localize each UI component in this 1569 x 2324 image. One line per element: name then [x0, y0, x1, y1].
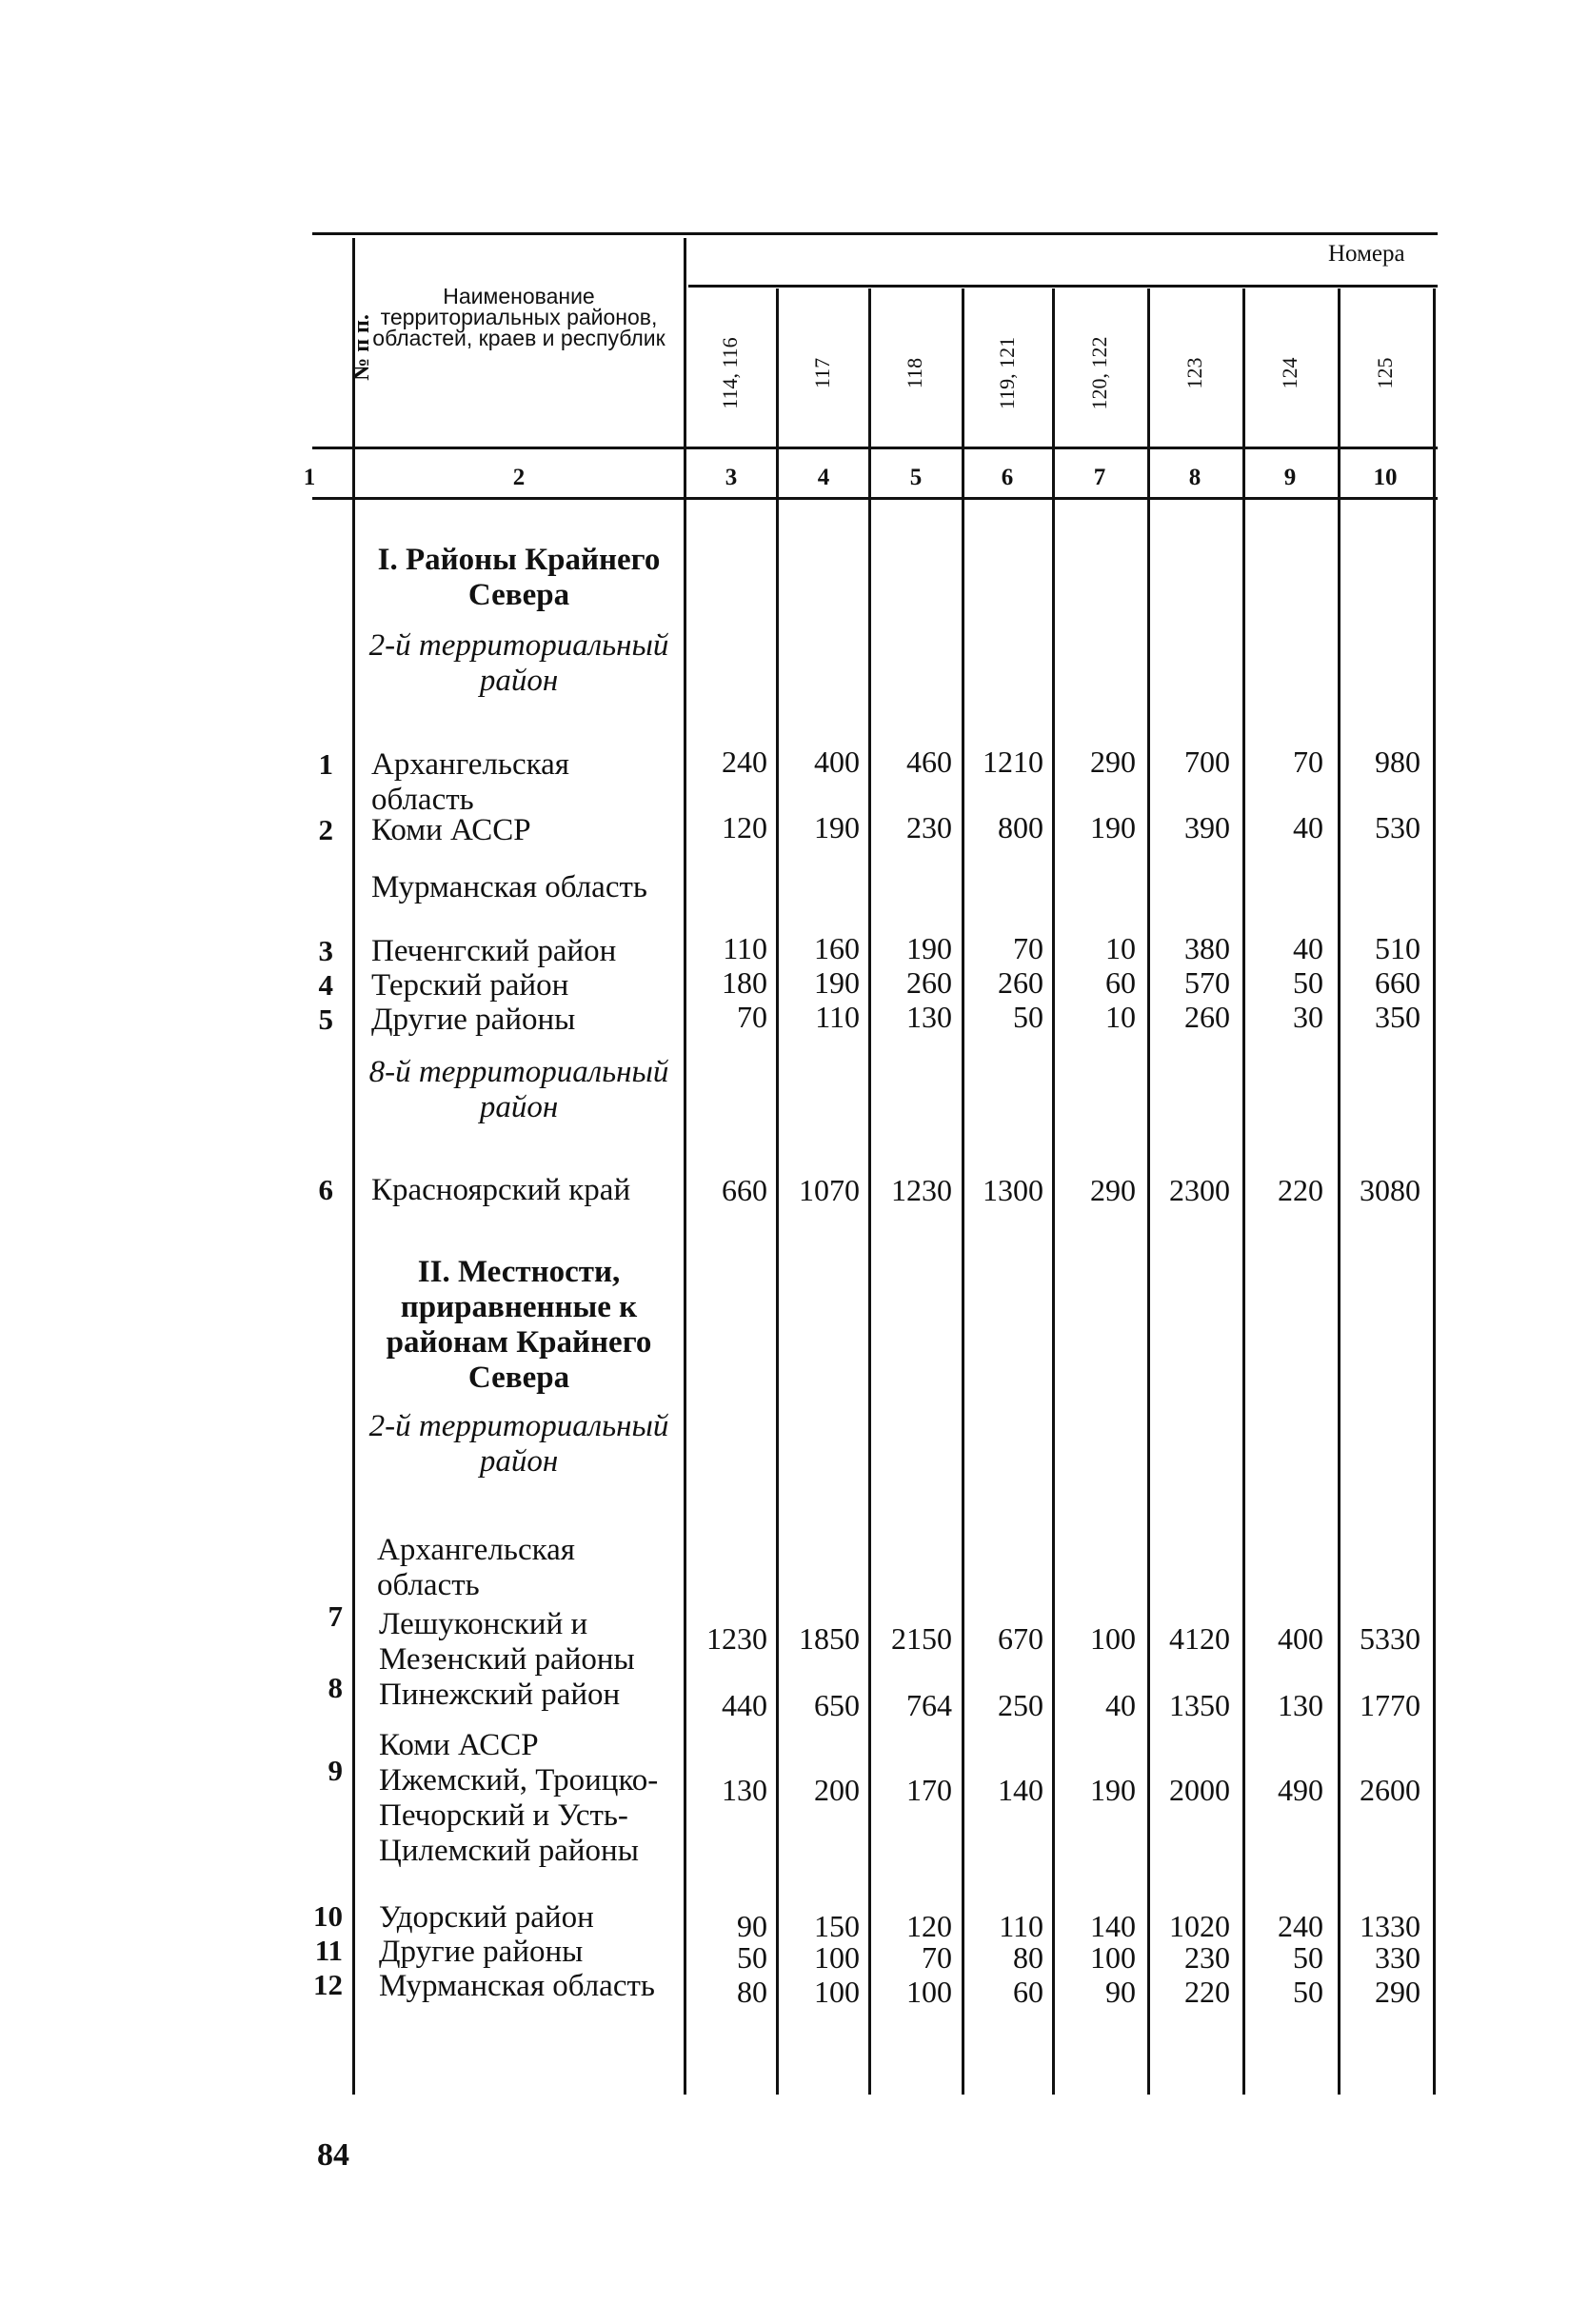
- table-cell: 150: [814, 1909, 860, 1943]
- table-cell: 100: [814, 1940, 860, 1975]
- column-number: 1: [303, 465, 316, 490]
- row-number: 5: [318, 1003, 333, 1036]
- table-cell: 220: [1278, 1173, 1323, 1207]
- column-number: 6: [1001, 465, 1014, 490]
- table-cell: 570: [1184, 965, 1230, 1000]
- group-label: Мурманская область: [371, 870, 647, 904]
- column-number: 8: [1188, 465, 1202, 490]
- table-cell: 390: [1184, 810, 1230, 844]
- column-number: 4: [817, 465, 830, 490]
- table-cell: 764: [906, 1688, 952, 1722]
- numbers-bottom-rule: [312, 497, 1438, 500]
- column-header: 119, 121: [995, 336, 1019, 410]
- table-cell: 90: [737, 1909, 767, 1943]
- table-cell: 290: [1090, 1173, 1136, 1207]
- column-header: 120, 122: [1087, 336, 1111, 410]
- column-header: 114, 116: [718, 337, 742, 409]
- table-cell: 40: [1105, 1688, 1136, 1722]
- row-number: 3: [318, 934, 333, 967]
- table-cell: 510: [1375, 931, 1420, 965]
- table-cell: 200: [814, 1773, 860, 1807]
- row-name: Мурманская область: [379, 1969, 655, 2003]
- table-cell: 2600: [1360, 1773, 1420, 1807]
- table-cell: 240: [722, 745, 767, 779]
- table-cell: 2000: [1169, 1773, 1230, 1807]
- row-number: 1: [318, 747, 333, 781]
- row-number: 2: [318, 813, 333, 846]
- table-cell: 1230: [891, 1173, 952, 1207]
- column-number: 5: [909, 465, 923, 490]
- column-divider: [684, 238, 686, 2095]
- table-cell: 700: [1184, 745, 1230, 779]
- table-cell: 40: [1293, 810, 1323, 844]
- table-cell: 80: [737, 1975, 767, 2009]
- table-cell: 130: [906, 1000, 952, 1034]
- table-cell: 460: [906, 745, 952, 779]
- table-cell: 70: [1293, 745, 1323, 779]
- row-number: 7: [328, 1599, 343, 1633]
- name-column-header: Наименование территориальных районов, областей, краев и республик: [372, 284, 665, 350]
- table-cell: 670: [998, 1621, 1043, 1656]
- table-cell: 190: [906, 931, 952, 965]
- section-subtitle: 2-й территориальный район: [368, 1409, 669, 1479]
- table-cell: 220: [1184, 1975, 1230, 2009]
- table-cell: 50: [1293, 1940, 1323, 1975]
- table-cell: 800: [998, 810, 1043, 844]
- table-cell: 60: [1013, 1975, 1043, 2009]
- row-name: Терский район: [371, 968, 569, 1003]
- table-cell: 140: [998, 1773, 1043, 1807]
- row-number: 6: [318, 1173, 333, 1206]
- section-title: II. Местности, приравненные к районам Крайнего Севера: [386, 1255, 652, 1395]
- column-number: 3: [725, 465, 738, 490]
- table-cell: 100: [1090, 1621, 1136, 1656]
- table-cell: 50: [1293, 965, 1323, 1000]
- table-cell: 350: [1375, 1000, 1420, 1034]
- group-header-label: Номера: [1328, 241, 1405, 267]
- table-cell: 40: [1293, 931, 1323, 965]
- table-cell: 2150: [891, 1621, 952, 1656]
- table-cell: 2300: [1169, 1173, 1230, 1207]
- table-cell: 400: [1278, 1621, 1323, 1656]
- table-cell: 230: [1184, 1940, 1230, 1975]
- table-cell: 70: [922, 1940, 952, 1975]
- row-name: Печенгский район: [371, 934, 617, 968]
- table-cell: 250: [998, 1688, 1043, 1722]
- table-cell: 120: [722, 810, 767, 844]
- group-label: Архангельская область: [377, 1533, 575, 1602]
- row-number: 10: [313, 1899, 343, 1933]
- table-cell: 4120: [1169, 1621, 1230, 1656]
- table-cell: 100: [814, 1975, 860, 2009]
- table-cell: 1210: [983, 745, 1043, 779]
- column-number: 10: [1373, 465, 1398, 490]
- row-name: Другие районы: [371, 1003, 576, 1037]
- section-title: I. Районы Крайнего Севера: [377, 543, 661, 612]
- row-name: Пинежский район: [379, 1678, 621, 1712]
- group-label: Коми АССР: [379, 1728, 539, 1762]
- table-cell: 10: [1105, 931, 1136, 965]
- table-cell: 50: [1293, 1975, 1323, 2009]
- table-cell: 90: [1105, 1975, 1136, 2009]
- section-subtitle: 8-й территориальный район: [368, 1055, 669, 1124]
- row-name: Красноярский край: [371, 1173, 631, 1207]
- table-cell: 1020: [1169, 1909, 1230, 1943]
- column-header: 123: [1182, 357, 1206, 389]
- row-name: Другие районы: [379, 1935, 584, 1969]
- table-cell: 70: [737, 1000, 767, 1034]
- table-cell: 180: [722, 965, 767, 1000]
- row-name: Лешуконский и Мезенский районы: [379, 1607, 635, 1677]
- row-name: Ижемский, Троицко-Печорский и Усть-Цилемский районы: [379, 1763, 659, 1868]
- table-cell: 530: [1375, 810, 1420, 844]
- table-cell: 1300: [983, 1173, 1043, 1207]
- column-header: 125: [1373, 357, 1397, 389]
- table-cell: 190: [1090, 1773, 1136, 1807]
- header-bottom-rule: [312, 447, 1438, 449]
- table-cell: 110: [723, 931, 767, 965]
- column-number: 9: [1283, 465, 1297, 490]
- table-cell: 660: [722, 1173, 767, 1207]
- table-cell: 100: [1090, 1940, 1136, 1975]
- column-divider: [1433, 288, 1436, 2095]
- row-name: Удорский район: [379, 1900, 594, 1935]
- table-cell: 70: [1013, 931, 1043, 965]
- row-number: 9: [328, 1754, 343, 1787]
- table-cell: 980: [1375, 745, 1420, 779]
- table-cell: 160: [814, 931, 860, 965]
- table-cell: 490: [1278, 1773, 1323, 1807]
- table-cell: 240: [1278, 1909, 1323, 1943]
- table-cell: 50: [1013, 1000, 1043, 1034]
- page-number: 84: [317, 2137, 349, 2173]
- column-header: 124: [1278, 357, 1301, 389]
- table-cell: 30: [1293, 1000, 1323, 1034]
- table-cell: 10: [1105, 1000, 1136, 1034]
- table-cell: 190: [814, 810, 860, 844]
- table-cell: 80: [1013, 1940, 1043, 1975]
- table-cell: 260: [1184, 1000, 1230, 1034]
- table-cell: 190: [814, 965, 860, 1000]
- column-number: 2: [512, 465, 526, 490]
- table-cell: 1070: [799, 1173, 860, 1207]
- top-rule: [312, 232, 1438, 235]
- table-cell: 230: [906, 810, 952, 844]
- column-header: 117: [810, 357, 834, 389]
- table-cell: 110: [815, 1000, 860, 1034]
- table-cell: 1330: [1360, 1909, 1420, 1943]
- table-cell: 1770: [1360, 1688, 1420, 1722]
- table-cell: 650: [814, 1688, 860, 1722]
- table-cell: 190: [1090, 810, 1136, 844]
- table-cell: 330: [1375, 1940, 1420, 1975]
- table-cell: 5330: [1360, 1621, 1420, 1656]
- table-cell: 50: [737, 1940, 767, 1975]
- row-name: Архангельская область: [371, 747, 569, 817]
- table-cell: 290: [1090, 745, 1136, 779]
- table-cell: 60: [1105, 965, 1136, 1000]
- section-subtitle: 2-й территориальный район: [368, 628, 669, 698]
- table-cell: 1850: [799, 1621, 860, 1656]
- row-number: 8: [328, 1671, 343, 1704]
- table-cell: 1350: [1169, 1688, 1230, 1722]
- column-number: 7: [1093, 465, 1106, 490]
- table-cell: 1230: [706, 1621, 767, 1656]
- table-cell: 3080: [1360, 1173, 1420, 1207]
- table-cell: 260: [998, 965, 1043, 1000]
- table-cell: 660: [1375, 965, 1420, 1000]
- table-cell: 290: [1375, 1975, 1420, 2009]
- table-cell: 380: [1184, 931, 1230, 965]
- table-cell: 100: [906, 1975, 952, 2009]
- row-name: Коми АССР: [371, 813, 531, 847]
- number-column-header: № п п.: [349, 314, 374, 381]
- table-cell: 260: [906, 965, 952, 1000]
- column-divider: [352, 238, 355, 2095]
- group-rule: [688, 285, 1438, 288]
- table-cell: 170: [906, 1773, 952, 1807]
- column-header: 118: [903, 357, 926, 389]
- row-number: 4: [318, 968, 333, 1002]
- table-cell: 440: [722, 1688, 767, 1722]
- table-cell: 130: [1278, 1688, 1323, 1722]
- table-cell: 140: [1090, 1909, 1136, 1943]
- table-cell: 400: [814, 745, 860, 779]
- table-cell: 110: [999, 1909, 1043, 1943]
- row-number: 12: [313, 1968, 343, 2001]
- row-number: 11: [314, 1934, 343, 1967]
- table-cell: 120: [906, 1909, 952, 1943]
- table-cell: 130: [722, 1773, 767, 1807]
